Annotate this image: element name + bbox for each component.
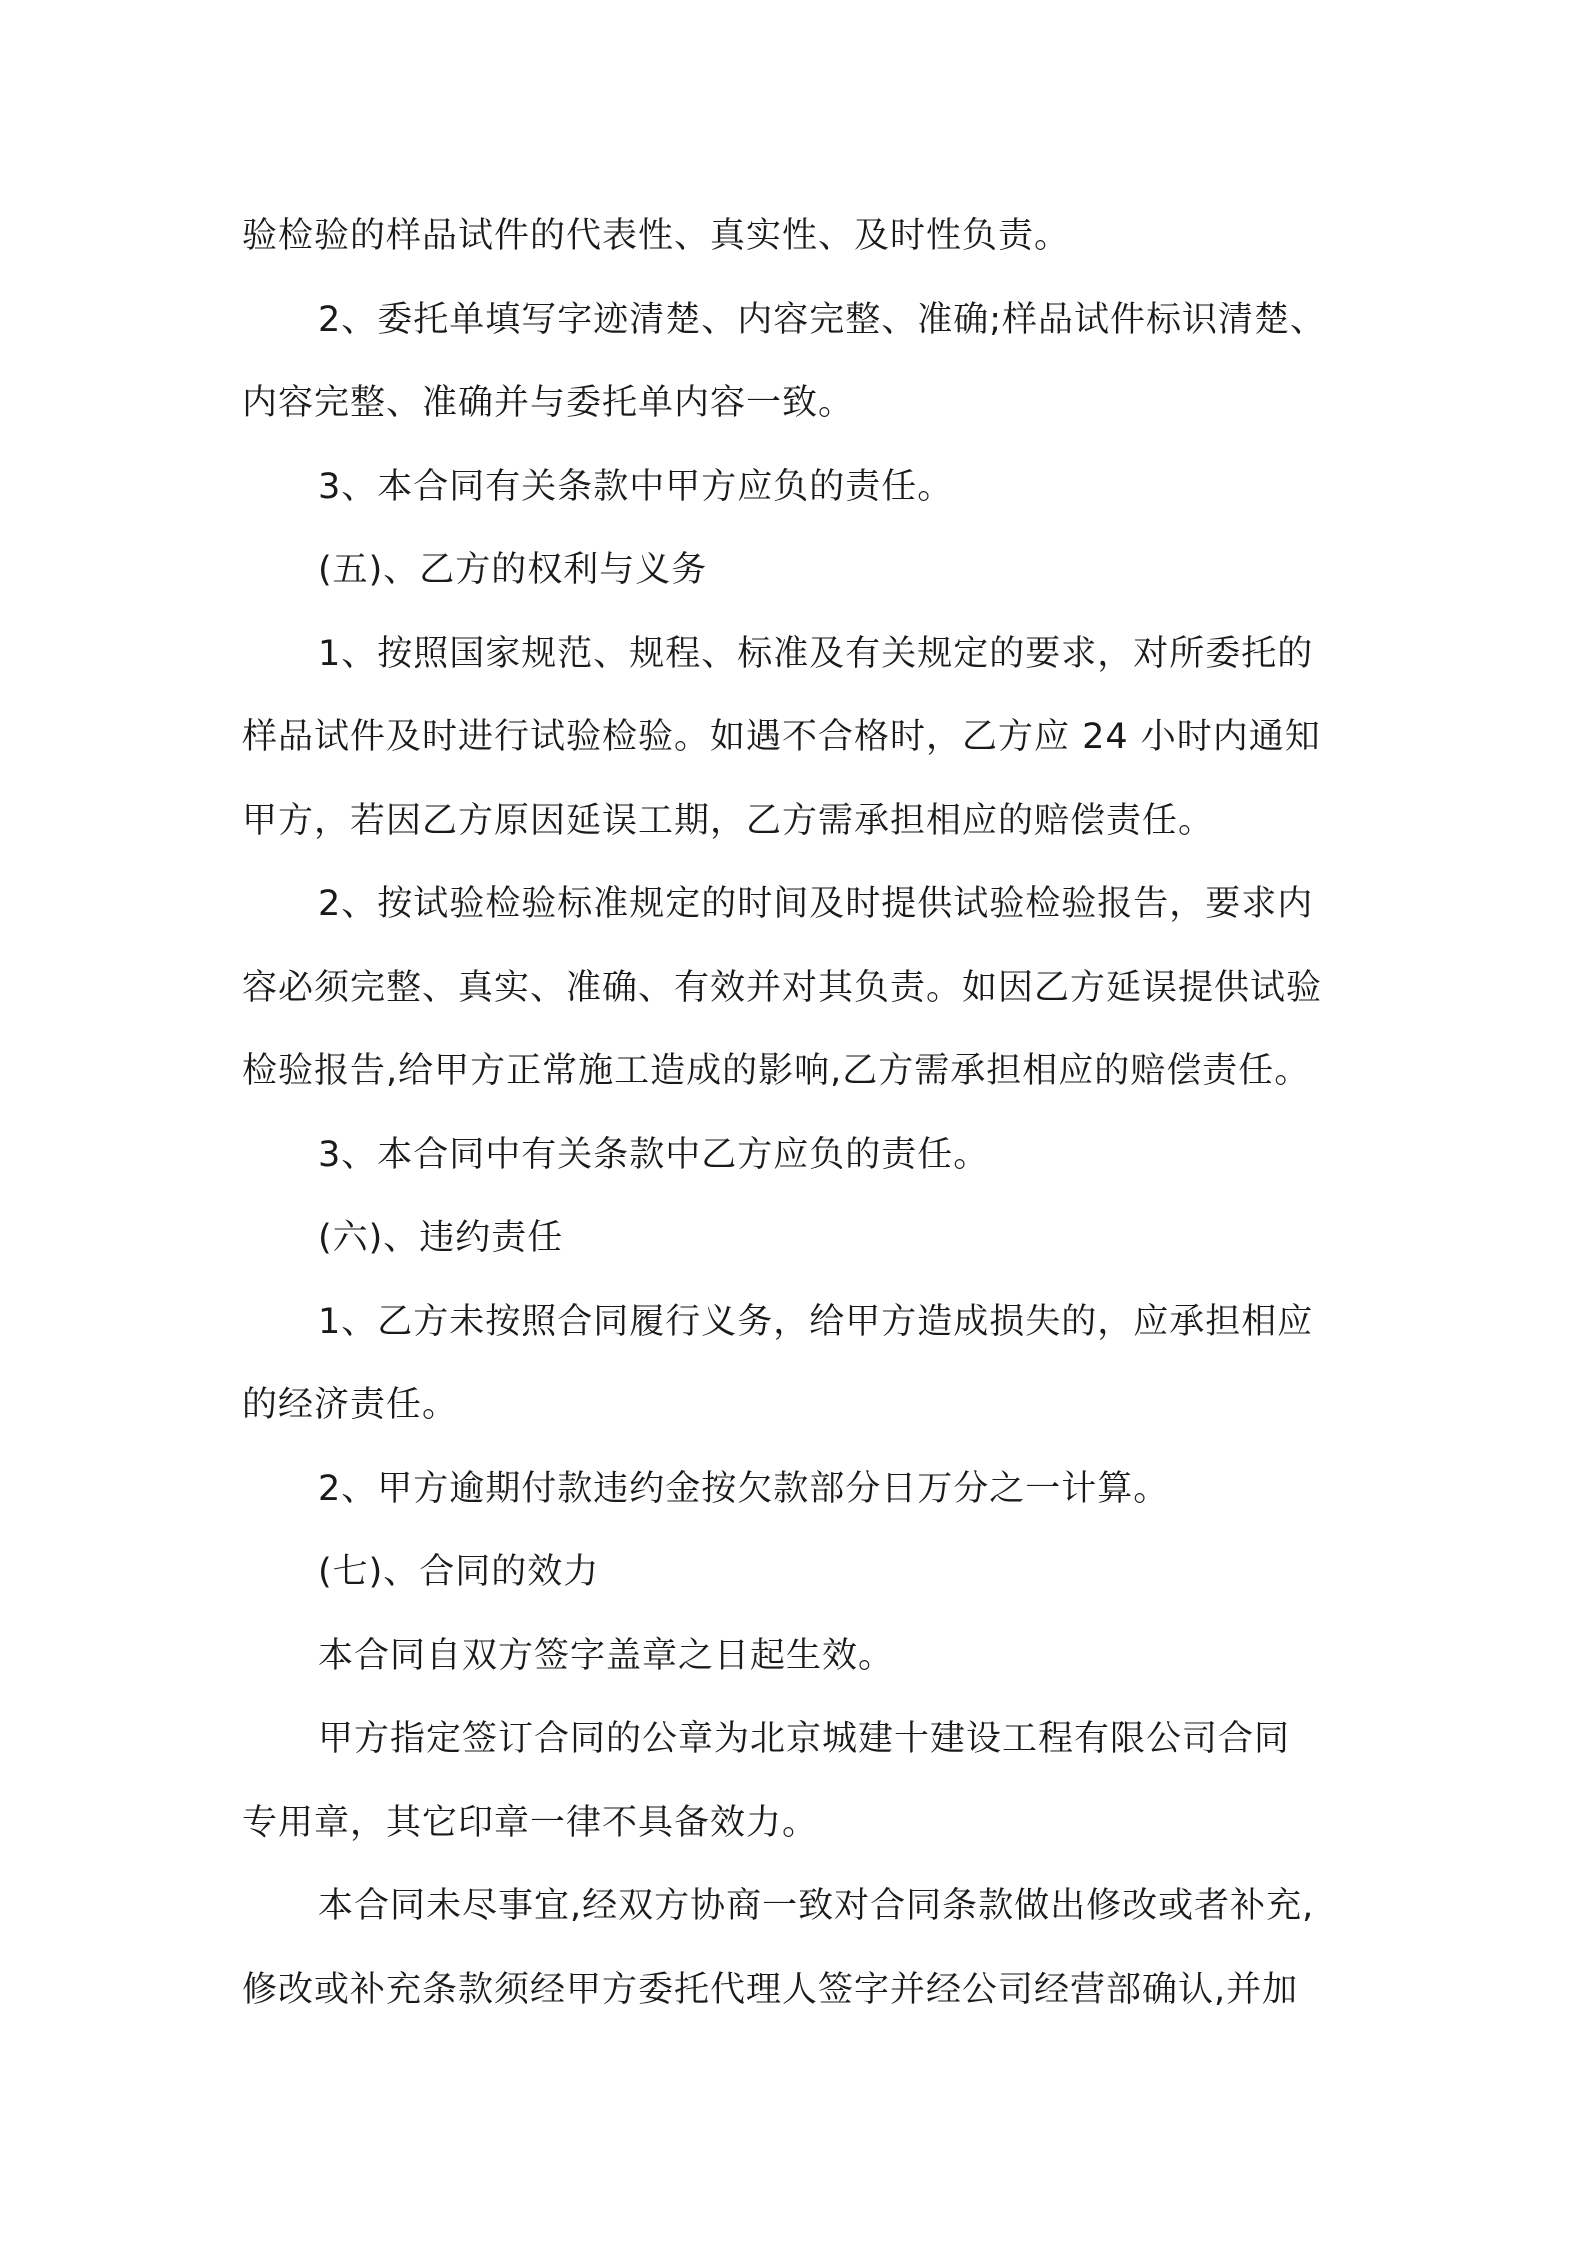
text-line: 甲方指定签订合同的公章为北京城建十建设工程有限公司合同 bbox=[318, 1719, 1291, 1759]
text-line: 专用章，其它印章一律不具备效力。 bbox=[242, 1802, 819, 1843]
text-line: 1、乙方未按照合同履行义务，给甲方造成损失的，应承担相应 bbox=[318, 1301, 1314, 1342]
text-line: 验检验的样品试件的代表性、真实性、及时性负责。 bbox=[242, 216, 1071, 256]
section-heading: (五)、乙方的权利与义务 bbox=[318, 550, 708, 590]
text-line: 2、甲方逾期付款违约金按欠款部分日万分之一计算。 bbox=[318, 1468, 1170, 1509]
text-line: 容必须完整、真实、准确、有效并对其负责。如因乙方延误提供试验 bbox=[242, 967, 1323, 1008]
document-body bbox=[242, 195, 1362, 2032]
text-line: 3、本合同中有关条款中乙方应负的责任。 bbox=[318, 1134, 990, 1175]
text-line: 2、按试验检验标准规定的时间及时提供试验检验报告，要求内 bbox=[318, 884, 1314, 924]
text-line: 本合同自双方签字盖章之日起生效。 bbox=[318, 1635, 895, 1676]
text-line: 样品试件及时进行试验检验。如遇不合格时，乙方应 24 小时内通知 bbox=[242, 717, 1321, 757]
text-line: 2、委托单填写字迹清楚、内容完整、准确;样品试件标识清楚、 bbox=[318, 299, 1327, 340]
text-line: 1、按照国家规范、规程、标准及有关规定的要求，对所委托的 bbox=[318, 633, 1314, 674]
section-heading: (七)、合同的效力 bbox=[318, 1552, 600, 1592]
text-line: 甲方，若因乙方原因延误工期，乙方需承担相应的赔偿责任。 bbox=[242, 800, 1215, 841]
text-line: 本合同未尽事宜,经双方协商一致对合同条款做出修改或者补充, bbox=[318, 1886, 1315, 1926]
text-line: 检验报告,给甲方正常施工造成的影响,乙方需承担相应的赔偿责任。 bbox=[242, 1051, 1311, 1091]
text-line: 内容完整、准确并与委托单内容一致。 bbox=[242, 383, 855, 423]
text-line: 修改或补充条款须经甲方委托代理人签字并经公司经营部确认,并加 bbox=[242, 1969, 1299, 2010]
text-line: 的经济责任。 bbox=[242, 1385, 459, 1425]
text-line: 3、本合同有关条款中甲方应负的责任。 bbox=[318, 466, 954, 507]
section-heading: (六)、违约责任 bbox=[318, 1218, 564, 1258]
